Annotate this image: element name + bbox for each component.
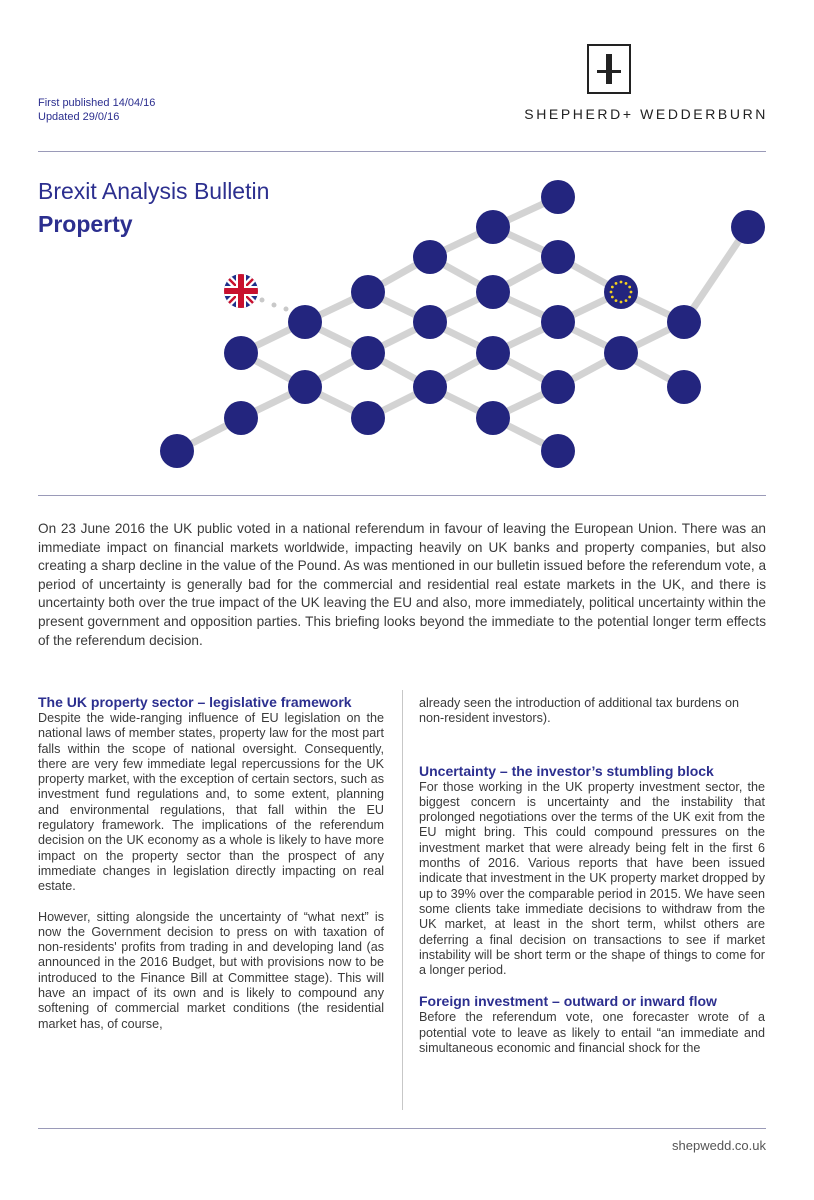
logo-wordmark: SHEPHERD+ WEDDERBURN [524,106,768,122]
eu-star [628,286,631,289]
network-node [224,401,258,435]
network-node [731,210,765,244]
intro-divider [38,495,766,496]
updated-date: Updated 29/0/16 [38,111,120,123]
uk-flag-icon [224,274,258,308]
network-node [476,210,510,244]
publication-dates [38,96,155,124]
network-node [413,370,447,404]
network-node [351,401,385,435]
trail-dot [272,303,277,308]
brand-logo [450,44,770,124]
left-column [38,694,384,1032]
network-node [476,275,510,309]
eu-star [615,299,618,302]
eu-star [620,301,623,304]
network-node [351,275,385,309]
eu-star [611,296,614,299]
column-divider [402,690,403,1110]
network-node [476,401,510,435]
network-node [413,305,447,339]
network-node [541,305,575,339]
network-node [224,336,258,370]
network-edge [684,227,748,322]
logo-mark-icon [587,44,631,94]
trail-dot [260,298,265,303]
legislative-paragraph-2: However, sitting alongside the uncertainty of “what next” is now the Government decision to press on with taxation of non-residents' profits from trading in and developing land (as announced in the 2016 Budget, but with provisions now to be introduced to the Finance Bill at Committee stage). This will have an impact of its own and is likely to compound any softening of commercial market conditions (the residential market has, of course, [38,909,384,1031]
eu-star [628,296,631,299]
foreign-investment-paragraph: Before the referendum vote, one forecaster wrote of a potential vote to leave as likely to entail “an immediate and simultaneous economic and financial shock for the [419,1010,765,1056]
legislative-paragraph-3: already seen the introduction of additional tax burdens on non-resident investors). [419,696,739,726]
right-column [419,696,765,1056]
eu-star [620,281,623,284]
network-node [351,336,385,370]
network-node [288,305,322,339]
section-heading-uncertainty: Uncertainty – the investor’s stumbling block [419,762,714,779]
network-node [541,434,575,468]
network-node [541,180,575,214]
footer-website-link[interactable]: shepwedd.co.uk [672,1138,766,1153]
network-node [288,370,322,404]
network-node [476,336,510,370]
eu-star [630,291,633,294]
eu-star [611,286,614,289]
network-node [541,240,575,274]
intro-paragraph: On 23 June 2016 the UK public voted in a national referendum in favour of leaving the European Union. There was an immediate impact on financial markets worldwide, impacting heavily on UK banks and property companies, but also creating a sharp decline in the value of the Pound. As was mentioned in our bulletin issued before the referendum vote, a period of uncertainty is generally bad for the commercial and residential real estate markets in the UK, and there is uncertainty both over the true impact of the UK leaving the EU and also, more immediately, political uncertainty within the present government and opposition parties. This briefing looks beyond the immediate to the potential longer term effects of the referendum decision. [38,521,766,648]
section-heading-legislative-framework: The UK property sector – legislative framework [38,694,352,710]
bulletin-topic-title: Property [38,211,133,237]
uncertainty-paragraph: For those working in the UK property investment sector, the biggest concern is uncertainty and the instability that prolonged negotiations over the terms of the UK exit from the EU might bring. This could compound pressures on the investment market that were already being felt in the first 6 months of 2016. Various reports that have been issued indicate that investment in the UK property market dropped by up to 39% over the comparable period in 2015. We have seen some clients take immediate decisions to withdraw from the UK market, at least in the short term, whilst others are deferring a final decision on transactions to see if market instability will be short term or the shape of things to come for a longer period. [419,779,765,978]
network-node [541,370,575,404]
footer-divider [38,1128,766,1129]
legislative-paragraph-1: Despite the wide-ranging influence of EU legislation on the national laws of member states, property law for the most part falls within the scope of national oversight. Consequently, there are very few immediate legal repercussions for the UK property market, with the exception of certain sectors, such as investment fund regulations and, to some extent, planning and environmental regulations, that fall within the EU regulatory framework. The implications of the referendum decision on the UK economy as a whole is likely to have more impact on the property sector than the prospect of any immediate changes in legislation directly impacting on real estate. [38,711,384,894]
trail-dot [284,307,289,312]
eu-star [625,282,628,285]
section-heading-foreign-investment: Foreign investment – outward or inward flow [419,993,717,1010]
bulletin-series-title: Brexit Analysis Bulletin [38,178,270,204]
header-divider [38,151,766,152]
network-node [413,240,447,274]
network-node [160,434,194,468]
first-published-date: First published 14/04/16 [38,97,156,109]
eu-star [615,282,618,285]
eu-star [610,291,613,294]
network-illustration [0,170,814,480]
network-node [667,305,701,339]
network-node [667,370,701,404]
eu-star [625,299,628,302]
eu-flag-icon [604,275,638,309]
network-node [604,336,638,370]
